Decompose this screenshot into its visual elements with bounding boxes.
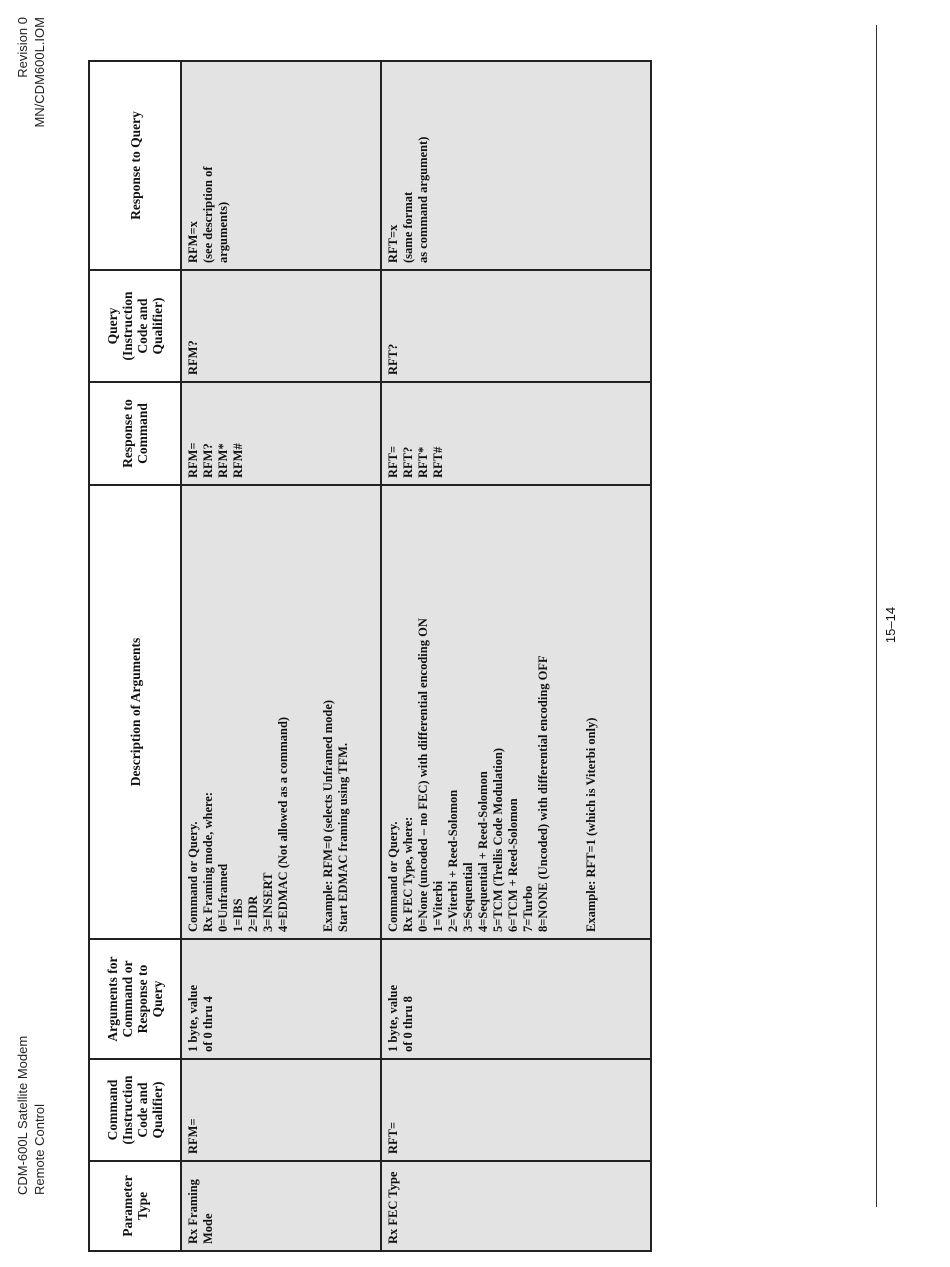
- description-line: Command or Query.: [186, 821, 200, 932]
- description-line: 4=EDMAC (Not allowed as a command): [276, 716, 290, 932]
- table-header-row: [89, 61, 181, 1251]
- header-command: Command (Instruction Code and Qualifier): [89, 1059, 181, 1161]
- description-line: 0=Unframed: [216, 863, 230, 932]
- header-right: [14, 17, 48, 207]
- header-product: CDM-600L Satellite Modem: [15, 1035, 30, 1195]
- header-doc-id: MN/CDM600L.IOM: [32, 17, 47, 128]
- description-cell: [181, 485, 381, 939]
- response-line: RFM=: [186, 442, 200, 478]
- query-response-line: (see description of: [201, 166, 215, 263]
- param-type-cell: Rx Framing Mode: [181, 1161, 381, 1251]
- example-line: Start EDMAC framing using TFM.: [336, 742, 350, 932]
- param-type-cell: Rx FEC Type: [381, 1161, 651, 1251]
- header-param-type: Parameter Type: [89, 1161, 181, 1251]
- response-to-query-cell: [181, 61, 381, 270]
- description-line: 5=TCM (Trellis Code Modulation): [491, 747, 505, 932]
- response-line: RFT#: [431, 446, 445, 478]
- query-cell: RFM?: [181, 270, 381, 382]
- query-cell: RFT?: [381, 270, 651, 382]
- query-response-line: RFM=x: [186, 221, 200, 263]
- description-line: 3=Sequential: [461, 862, 475, 932]
- description-line: Rx Framing mode, where:: [201, 791, 215, 932]
- arguments-line: 1 byte, value: [386, 984, 400, 1052]
- arguments-cell: [381, 939, 651, 1059]
- description-line: 2=Viterbi + Reed-Solomon: [446, 789, 460, 932]
- description-line: 2=IDR: [246, 895, 260, 932]
- table-row: [381, 61, 651, 1251]
- description-line: 1=Viterbi: [431, 880, 445, 932]
- description-line: 1=IBS: [231, 898, 245, 932]
- response-line: RFM?: [201, 443, 215, 478]
- header-arguments: Arguments for Command or Response to Query: [89, 939, 181, 1059]
- query-response-line: as command argument): [416, 136, 430, 263]
- example-line: Example: RFT=1 (which is Viterbi only): [584, 717, 598, 932]
- description-line: Rx FEC Type, where:: [401, 816, 415, 932]
- response-line: RFT*: [416, 446, 430, 478]
- arguments-line: of 0 thru 4: [201, 996, 215, 1052]
- description-line: 0=None (uncoded – no FEC) with differential encoding ON: [416, 618, 430, 932]
- description-line: 6=TCM + Reed-Solomon: [506, 798, 520, 932]
- description-cell: [381, 485, 651, 939]
- response-to-command-cell: [381, 382, 651, 485]
- footer-rule: [876, 25, 877, 1207]
- command-cell: RFT=: [381, 1059, 651, 1161]
- header-response-to-query: Response to Query: [89, 61, 181, 270]
- description-line: 3=INSERT: [261, 872, 275, 932]
- description-line: Command or Query.: [386, 821, 400, 932]
- header-response-to-command: Response to Command: [89, 382, 181, 485]
- example-line: Example: RFM=0 (selects Unframed mode): [321, 699, 335, 932]
- header-left: [14, 1036, 48, 1195]
- query-response-line: RFT=x: [386, 224, 400, 263]
- description-line: 8=NONE (Uncoded) with differential encoding OFF: [536, 655, 550, 932]
- response-line: RFT?: [401, 446, 415, 478]
- response-line: RFT=: [386, 445, 400, 478]
- table-row: [181, 61, 381, 1251]
- arguments-line: of 0 thru 8: [401, 996, 415, 1052]
- query-response-line: (same format: [401, 191, 415, 263]
- query-response-line: arguments): [216, 201, 230, 263]
- spacer: [551, 492, 584, 932]
- arguments-line: 1 byte, value: [186, 984, 200, 1052]
- command-table: [88, 60, 652, 1252]
- description-line: 7=Turbo: [521, 885, 535, 932]
- arguments-cell: [181, 939, 381, 1059]
- response-line: RFM*: [216, 443, 230, 478]
- header-revision: Revision 0: [15, 17, 30, 78]
- description-line: 4=Sequential + Reed-Solomon: [476, 771, 490, 932]
- response-to-command-cell: [181, 382, 381, 485]
- command-cell: RFM=: [181, 1059, 381, 1161]
- response-line: RFM#: [231, 443, 245, 478]
- header-query: Query (Instruction Code and Qualifier): [89, 270, 181, 382]
- header-section: Remote Control: [32, 1103, 47, 1195]
- header-description: Description of Arguments: [89, 485, 181, 939]
- response-to-query-cell: [381, 61, 651, 270]
- spacer: [291, 492, 321, 932]
- page-number: 15–14: [883, 606, 898, 644]
